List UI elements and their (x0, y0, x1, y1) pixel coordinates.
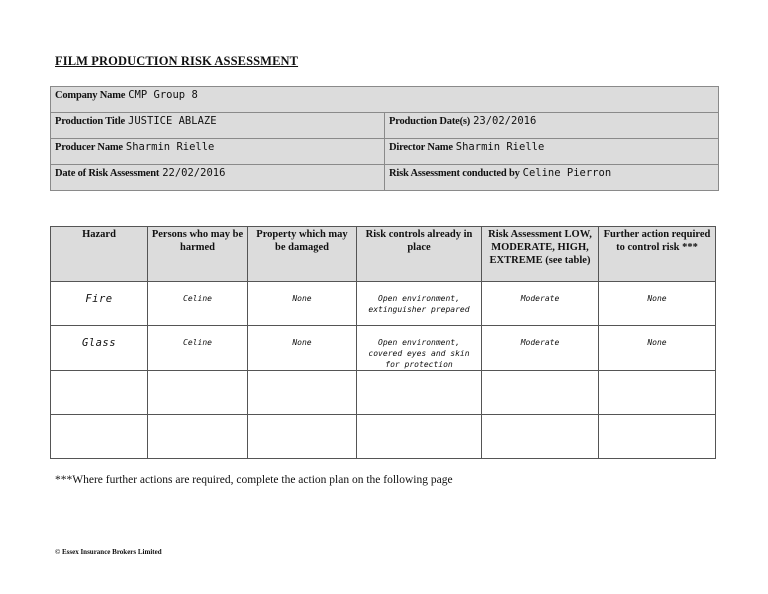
director-value: Sharmin Rielle (455, 141, 545, 153)
header-further-action: Further action required to control risk *** (599, 227, 716, 282)
company-row (51, 87, 719, 113)
persons-cell: Celine (148, 326, 248, 371)
table-row (51, 282, 716, 326)
production-title-label: Production Title (55, 116, 126, 127)
assessment-cell (482, 415, 599, 459)
assessment-date-cell (51, 165, 385, 191)
page-title: FILM PRODUCTION RISK ASSESSMENT (55, 54, 299, 68)
production-date-value: 23/02/2016 (473, 115, 537, 127)
risk-table (50, 226, 716, 459)
table-row (51, 415, 716, 459)
company-value: CMP Group 8 (128, 89, 198, 101)
hazard-cell (51, 371, 148, 415)
production-info-table (50, 86, 719, 191)
conducted-by-value: Celine Pierron (522, 167, 612, 179)
production-title-value: JUSTICE ABLAZE (128, 115, 217, 127)
action-plan-note: ***Where further actions are required, complete the action plan on the following page (55, 474, 453, 486)
persons-cell (148, 371, 248, 415)
header-property: Property which may be damaged (248, 227, 357, 282)
further-action-cell (599, 371, 716, 415)
property-cell: None (248, 326, 357, 371)
assessment-date-label: Date of Risk Assessment (55, 168, 160, 179)
property-cell (248, 371, 357, 415)
property-cell (248, 415, 357, 459)
conducted-by-cell (385, 165, 719, 191)
controls-cell: Open environment, covered eyes and skin for protection (357, 326, 482, 371)
production-date-cell (385, 113, 719, 139)
persons-cell (148, 415, 248, 459)
copyright-footer: © Essex Insurance Brokers Limited (55, 548, 162, 556)
assessment-cell (482, 371, 599, 415)
further-action-cell: None (599, 326, 716, 371)
persons-cell: Celine (148, 282, 248, 326)
risk-table-header (51, 227, 716, 282)
hazard-cell: Glass (51, 326, 148, 371)
further-action-cell: None (599, 282, 716, 326)
conducted-by-label: Risk Assessment conducted by (389, 168, 520, 179)
header-assessment: Risk Assessment LOW, MODERATE, HIGH, EXTREME (see table) (482, 227, 599, 282)
director-cell (385, 139, 719, 165)
company-cell (51, 87, 719, 113)
header-controls: Risk controls already in place (357, 227, 482, 282)
assessment-cell: Moderate (482, 326, 599, 371)
assessment-row (51, 165, 719, 191)
property-cell: None (248, 282, 357, 326)
producer-value: Sharmin Rielle (125, 141, 215, 153)
further-action-cell (599, 415, 716, 459)
header-hazard: Hazard (51, 227, 148, 282)
hazard-cell: Fire (51, 282, 148, 326)
assessment-cell: Moderate (482, 282, 599, 326)
producer-label: Producer Name (55, 142, 123, 153)
people-row (51, 139, 719, 165)
director-label: Director Name (389, 142, 453, 153)
controls-cell: Open environment, extinguisher prepared (357, 282, 482, 326)
table-row (51, 371, 716, 415)
production-title-cell (51, 113, 385, 139)
hazard-cell (51, 415, 148, 459)
assessment-date-value: 22/02/2016 (162, 167, 226, 179)
company-label: Company Name (55, 90, 126, 101)
controls-cell (357, 371, 482, 415)
producer-cell (51, 139, 385, 165)
production-row (51, 113, 719, 139)
table-row (51, 326, 716, 371)
production-date-label: Production Date(s) (389, 116, 471, 127)
controls-cell (357, 415, 482, 459)
header-persons: Persons who may be harmed (148, 227, 248, 282)
